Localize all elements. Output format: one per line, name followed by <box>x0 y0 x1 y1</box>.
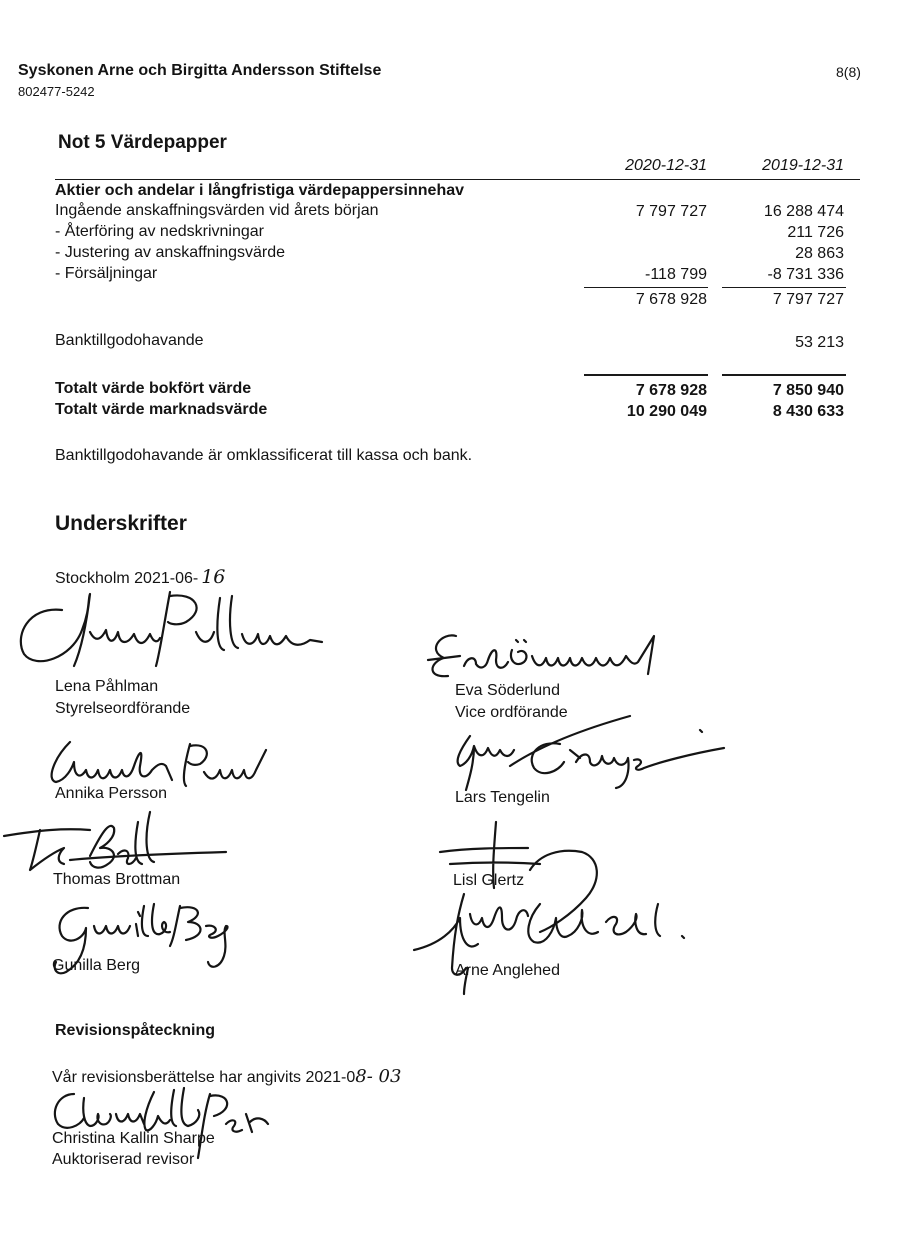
row-value-2019: 16 288 474 <box>763 203 844 220</box>
signer-name: Lars Tengelin <box>455 789 550 806</box>
row-value-2020: -118 799 <box>645 266 707 283</box>
row-value-2019: 211 726 <box>787 224 844 241</box>
total-value-2020: 7 678 928 <box>635 382 707 399</box>
total-label: Totalt värde bokfört värde <box>55 380 252 397</box>
subtotal-rule-2020 <box>584 287 708 288</box>
total-rule-2019 <box>722 374 846 376</box>
row-value-2020: 7 797 727 <box>635 203 707 220</box>
subtotal-rule-2019 <box>722 287 846 288</box>
row-label: - Försäljningar <box>55 265 158 282</box>
place-date-printed: Stockholm 2021-06- <box>55 570 199 587</box>
place-date-handwritten: 16 <box>201 566 226 588</box>
signer-name: Gunilla Berg <box>52 957 141 974</box>
signatures-heading: Underskrifter <box>55 512 187 535</box>
row-label: - Återföring av nedskrivningar <box>55 223 264 240</box>
total-value-2020: 10 290 049 <box>626 403 707 420</box>
total-value-2019: 7 850 940 <box>772 382 844 399</box>
organization-number: 802477-5242 <box>18 84 95 99</box>
page-number: 8(8) <box>836 64 861 80</box>
row-value-2019: -8 731 336 <box>767 266 844 283</box>
place-date <box>55 566 225 588</box>
section-heading: Aktier och andelar i långfristiga värdepappersinnehav <box>55 182 465 199</box>
total-label: Totalt värde marknadsvärde <box>55 401 268 418</box>
row-value-2019: 28 863 <box>795 245 844 262</box>
total-value-2019: 8 430 633 <box>772 403 844 420</box>
signer-title: Styrelseordförande <box>55 700 191 717</box>
signer-name: Arne Anglehed <box>455 962 560 979</box>
row-label: - Justering av anskaffningsvärde <box>55 244 286 261</box>
signer-name: Lisl Glertz <box>453 872 525 889</box>
audit-statement <box>52 1066 401 1087</box>
audit-heading: Revisionspåteckning <box>55 1022 216 1039</box>
column-header-2019: 2019-12-31 <box>762 157 844 174</box>
auditor-title: Auktoriserad revisor <box>52 1151 195 1168</box>
signature-thomas-brottman <box>0 808 240 878</box>
audit-statement-printed: Vår revisionsberättelse har angivits 2021-0 <box>52 1069 356 1086</box>
note-title: Not 5 Värdepapper <box>58 132 227 153</box>
signature-lena-pahlman <box>10 588 330 680</box>
signer-name: Thomas Brottman <box>53 871 181 888</box>
header-rule <box>55 179 860 180</box>
bank-value-2019: 53 213 <box>795 334 844 351</box>
bank-label: Banktillgodohavande <box>55 332 204 349</box>
subtotal-2019: 7 797 727 <box>772 291 844 308</box>
footnote: Banktillgodohavande är omklassificerat till kassa och bank. <box>55 447 473 464</box>
subtotal-2020: 7 678 928 <box>635 291 707 308</box>
signer-name: Eva Söderlund <box>455 682 560 699</box>
column-header-2020: 2020-12-31 <box>625 157 707 174</box>
audit-statement-handwritten: 8- 03 <box>355 1066 402 1087</box>
row-label: Ingående anskaffningsvärden vid årets början <box>55 202 379 219</box>
organization-name: Syskonen Arne och Birgitta Andersson Stiftelse <box>18 62 382 79</box>
auditor-name: Christina Kallin Sharpe <box>52 1130 215 1147</box>
signer-name: Annika Persson <box>55 785 168 802</box>
total-rule-2020 <box>584 374 708 376</box>
signer-title: Vice ordförande <box>455 704 568 721</box>
signer-name: Lena Påhlman <box>55 678 159 695</box>
